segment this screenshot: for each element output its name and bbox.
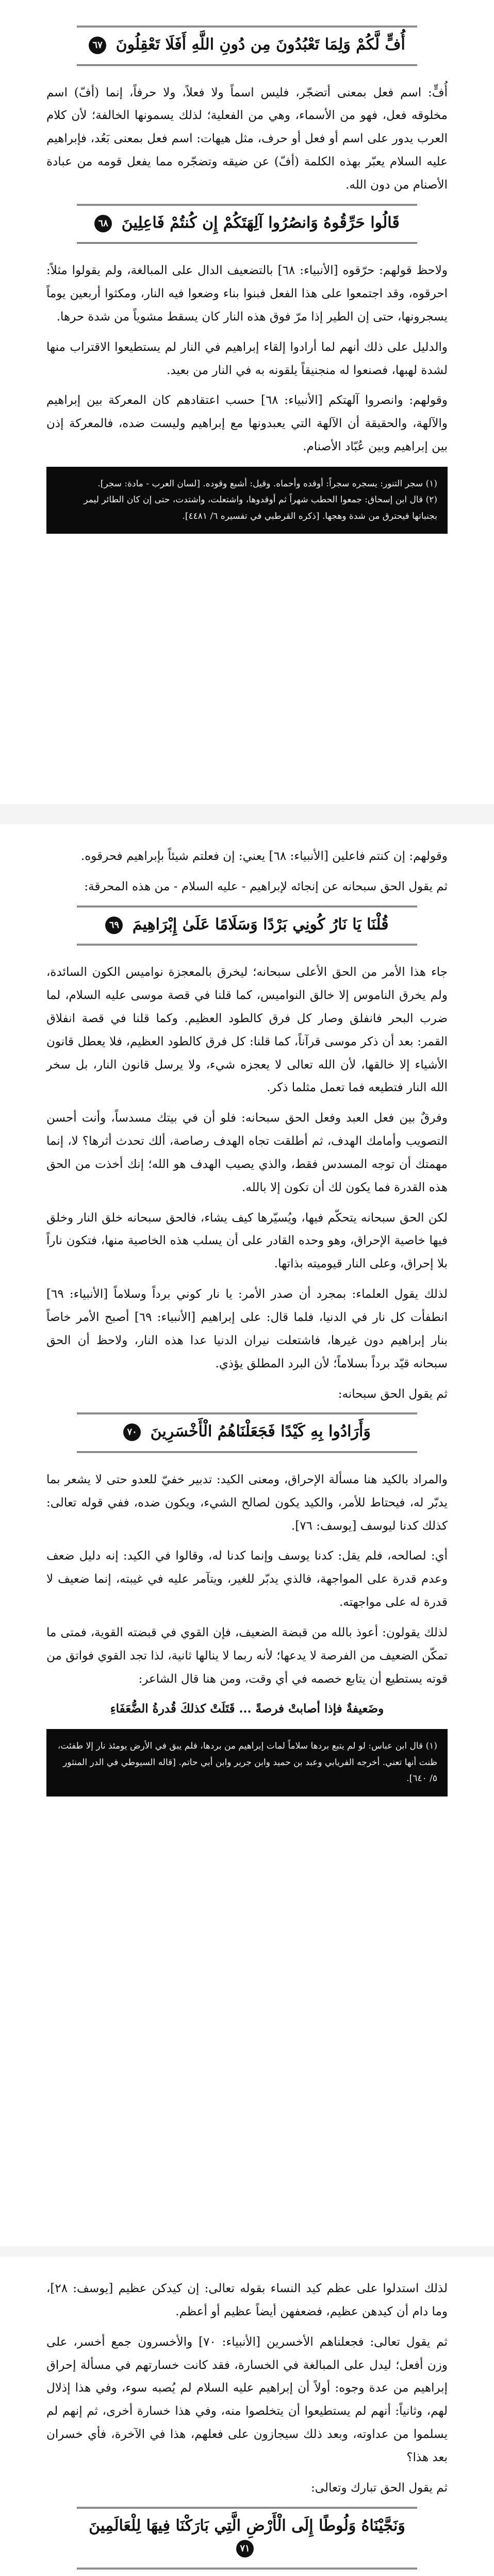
paragraph: ولاحظ قولهم: حرّقوه [الأنبياء: ٦٨] بالتضعيف الدال على المبالغة، ولم يقولوا مثلاً: احرقوه، وقد اجتمعوا على هذا الفعل فبنوا بناء وضعوا فيه النار، ومكثوا أربعين يوماً يسجرونها، حتى إن الطير إذا مرّ فوق هذه النار كان يسقط مشوياً من شدة حرها. bbox=[46, 264, 448, 324]
ayah-number-badge: ٦٨ bbox=[94, 215, 112, 232]
page-separator bbox=[0, 804, 494, 824]
paragraph: أي: لصالحه، فلم يقل: كدنا يوسف وإنما كدنا له، وقالوا في الكيد: إنه دليل ضعف وعدم قدرة على المواجهة، فالذي يدبّر للغير، ويتآمر عليه في غيبته، إنما ضعيف لا قدرة له على مواجهته. bbox=[46, 1549, 448, 1609]
page-1-content bbox=[46, 21, 448, 534]
paragraph: والمراد بالكيد هنا مسألة الإحراق، ومعنى الكيد: تدبير خفيّ للعدو حتى لا يشعر بما يدبّر له، فيحتاط للأمر، والكيد يكون لصالح الشيء، ويكون ضده، ففي قوله تعالى: كذلك كدنا ليوسف [يوسف: ٧٦]. bbox=[46, 1472, 448, 1533]
paragraph: لذلك يقولون: أعوذ بالله من قبضة الضعيف، فإن القوي في قبضته القوية، فمتى ما تمكّن الضعيف من الفرصة لا يدعها؛ لأنه ربما لا ينالها ثانية، لذا تجد القوي فواتق من قوته يستطيع أن يتابع خصمه في أي وقت، ومن هنا قال الشاعر: bbox=[46, 1625, 448, 1686]
verse-text: قُلْنَا يَا نَارُ كُونِي بَرْدًا وَسَلَامًا عَلَىٰ إِبْرَاهِيمَ bbox=[132, 915, 389, 934]
verse-banner-67 bbox=[77, 26, 417, 66]
paragraph: ثم يقول الحق تبارك وتعالى: bbox=[311, 2481, 448, 2495]
footnotes-box bbox=[46, 1729, 448, 1796]
paragraph: ثم يقول الحق سبحانه عن إنجائه لإبراهيم - عليه السلام - من هذه المحرقة: bbox=[84, 879, 448, 893]
paragraph: لكن الحق سبحانه يتحكّم فيها، ويُسيّرها كيف يشاء، فالحق سبحانه خلق النار وخلق فيها خاصية الإحراق، وهو وحده القادر على أن يسلب هذه الخاصية منها، فتكون ناراً بلا إحراق، وعلى النار قيوميته بذاتها. bbox=[46, 1211, 448, 1271]
page-3 bbox=[0, 2257, 494, 2576]
paragraph: وقولهم: وانصروا آلهتكم [الأنبياء: ٦٨] حسب اعتقادهم كان المعركة بين إبراهيم والآلهة، والحقيقة أن الآلهة التي يعبدونها مع إبراهيم وليست ضده، فالمعركة إذن بين إبراهيم وبين عُبّاد الأصنام. bbox=[46, 394, 448, 454]
ayah-number-badge: ٦٩ bbox=[105, 917, 123, 934]
verse-banner-69 bbox=[77, 906, 417, 946]
page-separator bbox=[0, 2246, 494, 2257]
paragraph: والدليل على ذلك أنهم لما أرادوا إلقاء إبراهيم في النار لم يستطيعوا الاقتراب منها لشدة لهبها، فصنعوا له منجنيقاً يلقونه به في النار من بعيد. bbox=[46, 340, 448, 377]
verse-banner-70 bbox=[77, 1413, 417, 1453]
page-2 bbox=[0, 824, 494, 2246]
paragraph: لذلك يقول العلماء: بمجرد أن صدر الأمر: يا نار كوني برداً وسلاماً [الأنبياء: ٦٩] انطفأت كل نار في الدنيا، فلما قال: على إبراهيم [الأنبياء: ٦٩] أصبح الأمر خاصاً بنار إبراهيم دون غيرها، فاشتعلت نيران الدنيا عدا هذه النار، ولاحظ أن الحق سبحانه قيّد برداً بسلاماً؛ لأن البرد المطلق يؤذي. bbox=[46, 1287, 448, 1370]
verse-banner-68 bbox=[77, 204, 417, 244]
verse-banner-71 bbox=[77, 2507, 417, 2569]
footnote: (٢) قال ابن إسحاق: جمعوا الحطب شهراً ثم أوقدوها، واشتعلت، واشتدت، حتى إن كان الطائر ليمر بجنباتها فيحترق من شدة وهجها. [ذكره القرطبي في تفسيره ٦/ ٤٤٨١]. bbox=[84, 495, 437, 521]
paragraph: ثم يقول الحق سبحانه: bbox=[338, 1387, 448, 1401]
verse-text: وَنَجَّيْنَاهُ وَلُوطًا إِلَى الْأَرْضِ الَّتِي بَارَكْنَا فِيهَا لِلْعَالَمِينَ bbox=[89, 2516, 405, 2535]
footnote: (١) سجر التنور: يسجره سجراً: أوقده وأحماه. وقيل: أشبع وقوده. [لسان العرب - مادة: سجر]. bbox=[97, 478, 437, 489]
footnotes-box bbox=[46, 467, 448, 534]
paragraph: لذلك استدلوا على عظم كيد النساء بقوله تعالى: إن كيدكن عظيم [يوسف: ٢٨]، وما دام أن كيدهن عظيم، فضعفهن أيضاً عظيم أو أعظم. bbox=[46, 2282, 448, 2318]
ayah-number-badge: ٦٧ bbox=[89, 37, 106, 54]
page-1 bbox=[0, 0, 494, 804]
paragraph: وفرقٌ بين فعل العبد وفعل الحق سبحانه: فلو أن في بيتك مسدساً، وأنت أحسن التصويب وأمامك الهدف، ثم أطلقت تجاه الهدف رصاصة، ألك تحدث أثرها؟ لا، إنما مهمتك أن توجه المسدس فقط، والذي يصيب الهدف هو الله؛ إنك أخذت من الحق هذه القدرة فما يكون لك أن تكون إلا بالله. bbox=[46, 1111, 448, 1194]
paragraph: جاء هذا الأمر من الحق الأعلى سبحانه؛ ليخرق بالمعجزة نواميس الكون السائدة، ولم يخرق الناموس إلا خالق النواميس، كما قلنا في قصة موسى عليه السلام، لما ضرب البحر فانفلق وصار كل فرق كالطود العظيم. وكما قلنا في قصة انفلاق القمر: بعد أن ذكر موسى قرآناً، كما قلنا: كل فرق كالطود العظيم، فلا يعطل قانون الأشياء إلا خالقها، لأن الله تعالى لا يعجزه شيء، ولا يرسل قانون النار، بل سخر الله النار فتطيعه فما تعمل مثلما ذكر. bbox=[46, 965, 448, 1095]
verse-text: قَالُوا حَرِّقُوهُ وَانصُرُوا آلِهَتَكُمْ إِن كُنتُمْ فَاعِلِينَ bbox=[121, 213, 400, 232]
ayah-number-badge: ٧٠ bbox=[123, 1423, 141, 1441]
paragraph: وقولهم: إن كنتم فاعلين [الأنبياء: ٦٨] يعني: إن فعلتم شيئاً بإبراهيم فحرقوه. bbox=[80, 850, 448, 863]
ayah-number-badge: ٧١ bbox=[236, 2540, 254, 2557]
footnote: (١) قال ابن عباس: لو لم يتبع بردها سلاماً لمات إبراهيم من بردها، فلم يبق في الأرض يومئذ نار إلا طفئت، ظنت أنها تعني. أخرجه الفريابي وعبد بن حميد وابن جرير وابن أبي حاتم. [قاله السيوطي في الدر المنثور ٥/ ٦٤٠]. bbox=[57, 1741, 437, 1784]
page-3-content bbox=[46, 2277, 448, 2576]
page-2-content bbox=[46, 845, 448, 1797]
verse-text: أُفٍّ لَّكُمْ وَلِمَا تَعْبُدُونَ مِن دُونِ اللَّهِ أَفَلَا تَعْقِلُونَ bbox=[116, 36, 405, 54]
paragraph: ثم يقول تعالى: فجعلناهم الأخسرين [الأنبياء: ٧٠] والأخسرون جمع أخسر، على وزن أفعل؛ ليدل على المبالغة في الخسارة، فقد كانت خسارتهم في مسألة إحراق إبراهيم من عدة وجوه: أولاً أن إبراهيم عليه السلام لم يُصبه سوء، وفي هذا إذلال لهم، وثانياً: أنهم لم يستطيعوا أن يتخلصوا منه، وفي هذا خسارة أخرى، ثم إنهم لم يسلموا من عداوته، وبعد ذلك سيجازون على فعلهم، هذا في الآخرة، فأي خسران بعد هذا؟ bbox=[46, 2335, 448, 2464]
paragraph: أُفٍّ: اسم فعل بمعنى أتضجّر، فليس اسماً ولا فعلاً، ولا حرفاً، إنما (أفّ) اسم مخلوقه فعل، فهو من الأسماء، وهي من الفعلية؛ لذلك يسمونها الخالفة؛ لأن كلام العرب يدور على اسم أو فعل أو حرف، مثل هيهات: اسم فعل بمعنى بَعُد، فإبراهيم عليه السلام يعبّر بهذه الكلمة (أفّ) عن ضيقه وتضجّره مما يفعل قومه من عبادة الأصنام من دون الله. bbox=[46, 86, 448, 192]
poetry-verse: وضَعيفةٌ فإذا أصابتْ فرصةً ... قَتَلَتْ كذلكَ قُدرةُ الضُّعَفَاءِ bbox=[110, 1702, 384, 1716]
verse-text: وَأَرَادُوا بِهِ كَيْدًا فَجَعَلْنَاهُمُ الْأَخْسَرِينَ bbox=[150, 1422, 371, 1441]
